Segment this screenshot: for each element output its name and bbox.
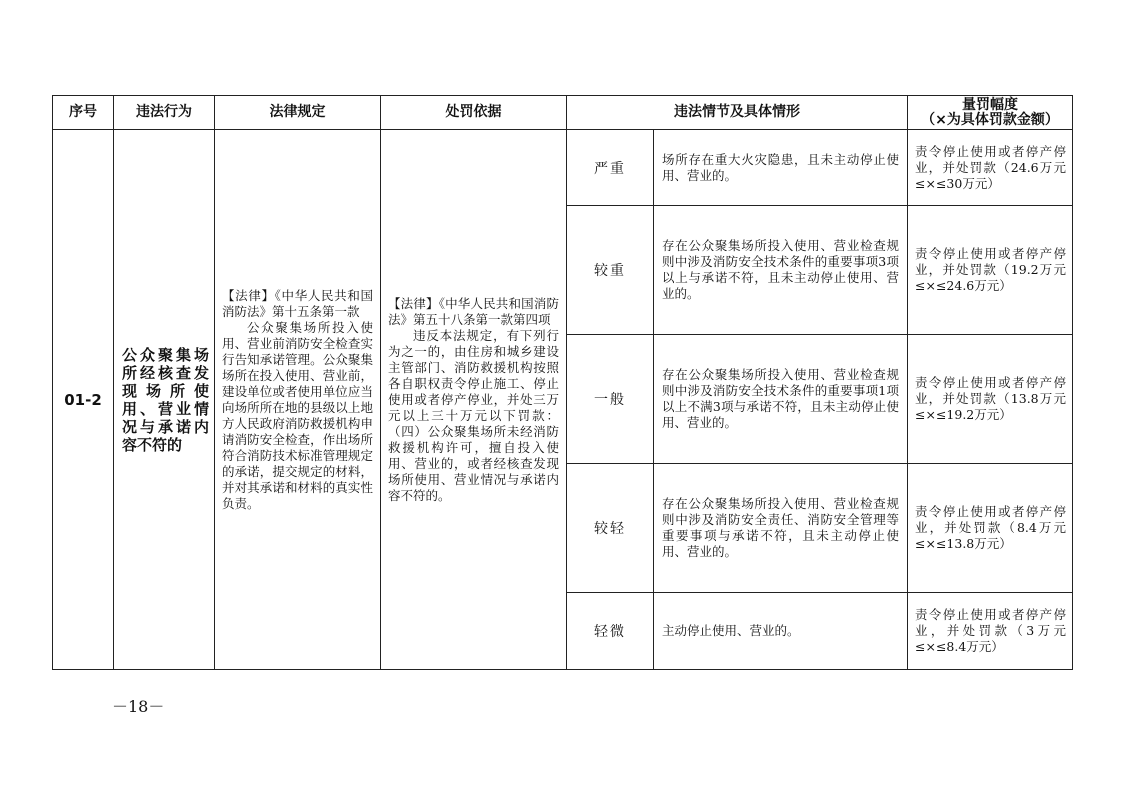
header-penalty-line2: （×为具体罚款金额）: [921, 111, 1059, 128]
header-row: [53, 96, 1073, 130]
level-cell: 较重: [567, 206, 654, 335]
basis-title: 【法律】《中华人民共和国消防法》第五十八条第一款第四项: [388, 295, 559, 327]
description-cell: 场所存在重大火灾隐患，且未主动停止使用、营业的。: [654, 130, 908, 206]
header-penalty: [908, 96, 1073, 130]
act-line: 用、营业情: [122, 399, 209, 418]
level-cell: 轻微: [567, 593, 654, 670]
description-cell: 存在公众聚集场所投入使用、营业检查规则中涉及消防安全责任、消防安全管理等重要事项与承诺不符，且未主动停止使用、营业的。: [654, 464, 908, 593]
description-cell: 主动停止使用、营业的。: [654, 593, 908, 670]
page-number: －18－: [112, 697, 165, 716]
law-body: 公众聚集场所投入使用、营业前消防安全检查实行告知承诺管理。公众聚集场所在投入使用、营业前，建设单位或者使用单位应当向场所所在地的县级以上地方人民政府消防救援机构申请消防安全检查，作出场所符合消防技术标准管理规定的承诺，提交规定的材料，并对其承诺和材料的真实性负责。: [222, 319, 373, 511]
level-cell: 一般: [567, 335, 654, 464]
law-cell: [215, 130, 381, 670]
seq-cell: 01-2: [53, 130, 114, 670]
header-law: 法律规定: [215, 96, 381, 130]
act-line: 所经核查发: [122, 363, 209, 382]
penalty-cell: 责令停止使用或者停产停业，并处罚款（19.2万元≤×≤24.6万元）: [908, 206, 1073, 335]
act-line: 现 场 所 使: [122, 381, 209, 400]
table-row: [53, 130, 1073, 206]
header-act: 违法行为: [114, 96, 215, 130]
penalty-cell: 责令停止使用或者停产停业，并处罚款（3万元≤×≤8.4万元）: [908, 593, 1073, 670]
penalty-cell: 责令停止使用或者停产停业，并处罚款（24.6万元≤×≤30万元）: [908, 130, 1073, 206]
header-basis: 处罚依据: [381, 96, 567, 130]
penalty-cell: 责令停止使用或者停产停业，并处罚款（8.4万元≤×≤13.8万元）: [908, 464, 1073, 593]
penalty-table: [52, 95, 1073, 670]
level-cell: 严重: [567, 130, 654, 206]
act-line: 况与承诺内: [122, 417, 209, 436]
law-title: 【法律】《中华人民共和国消防法》第十五条第一款: [222, 287, 373, 319]
header-circumstance: 违法情节及具体情形: [567, 96, 908, 130]
act-cell: [114, 130, 215, 670]
penalty-cell: 责令停止使用或者停产停业，并处罚款（13.8万元≤×≤19.2万元）: [908, 335, 1073, 464]
header-penalty-line1: 量罚幅度: [962, 96, 1018, 113]
header-seq: 序号: [53, 96, 114, 130]
description-cell: 存在公众聚集场所投入使用、营业检查规则中涉及消防安全技术条件的重要事项3项以上与承诺不符，且未主动停止使用、营业的。: [654, 206, 908, 335]
basis-cell: [381, 130, 567, 670]
act-line: 公众聚集场: [122, 345, 209, 364]
act-line: 容不符的: [122, 435, 183, 454]
description-cell: 存在公众聚集场所投入使用、营业检查规则中涉及消防安全技术条件的重要事项1项以上不满3项与承诺不符，且未主动停止使用、营业的。: [654, 335, 908, 464]
basis-body: 违反本法规定，有下列行为之一的，由住房和城乡建设主管部门、消防救援机构按照各自职权责令停止施工、停止使用或者停产停业，并处三万元以上三十万元以下罚款：（四）公众聚集场所未经消防救援机构许可，擅自投入使用、营业的，或者经核查发现场所使用、营业情况与承诺内容不符的。: [388, 327, 559, 503]
level-cell: 较轻: [567, 464, 654, 593]
